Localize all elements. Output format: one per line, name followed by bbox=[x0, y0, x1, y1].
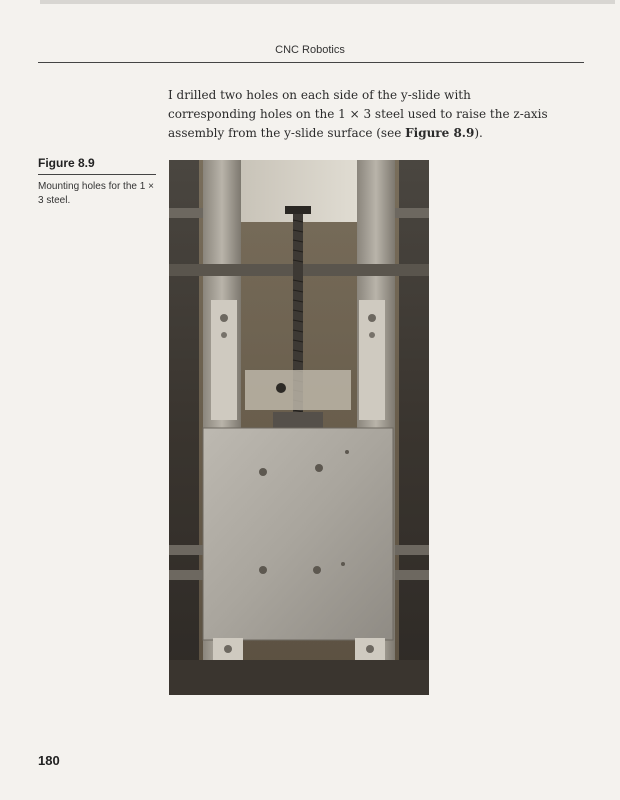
running-header: CNC Robotics bbox=[275, 44, 345, 56]
page-number: 180 bbox=[38, 753, 60, 768]
body-paragraph bbox=[168, 86, 548, 143]
figure-caption: Mounting holes for the 1 × 3 steel. bbox=[38, 181, 154, 206]
scan-edge-line bbox=[40, 0, 615, 4]
header-rule bbox=[38, 62, 584, 63]
body-text-before: I drilled two holes on each side of the y-slide with corresponding holes on the 1 × 3 steel used to raise the z-axis assembly from the y-slide surface (see bbox=[168, 88, 548, 140]
body-text-after: ). bbox=[474, 126, 483, 140]
figure-reference: Figure 8.9 bbox=[405, 126, 475, 140]
figure-photo bbox=[169, 160, 429, 695]
figure-label: Figure 8.9 bbox=[38, 156, 156, 175]
y-slide-plate bbox=[203, 428, 393, 640]
